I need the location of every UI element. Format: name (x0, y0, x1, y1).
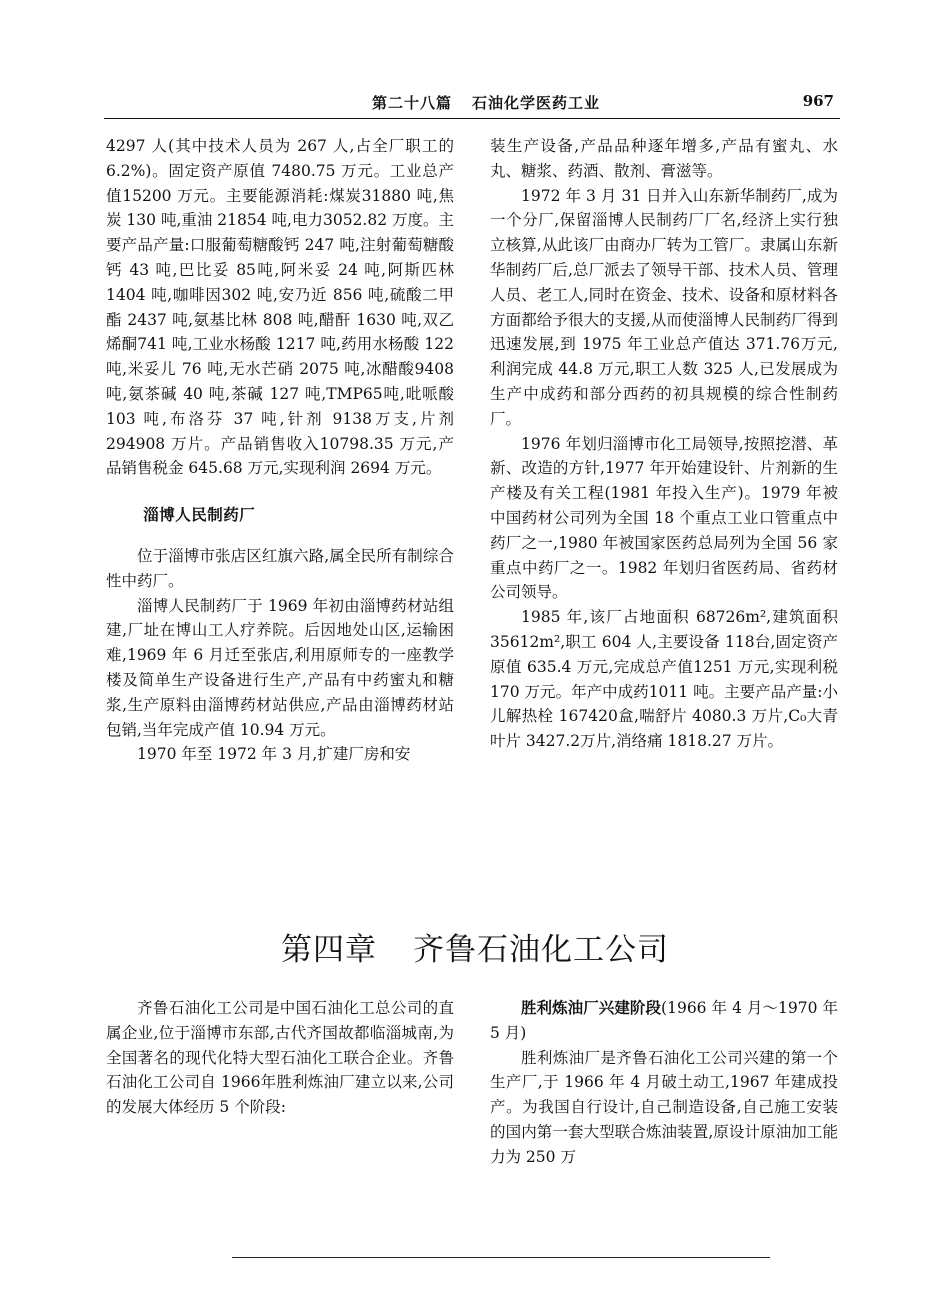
lower-left-column (106, 996, 454, 1120)
running-header-title (372, 92, 600, 113)
stage-heading-line (490, 996, 838, 1046)
body-paragraph: 胜利炼油厂是齐鲁石油化工公司兴建的第一个生产厂,于 1966 年 4 月破土动工,1967 年建成投产。为我国自行设计,自己制造设备,自己施工安装的国内第一套大型联合炼油装置,原设计原油加工能力为 250 万 (490, 1048, 838, 1166)
part-label: 第二十八篇 (372, 94, 453, 112)
chapter-title (0, 924, 950, 969)
body-paragraph: 1976 年划归淄博市化工局领导,按照挖潜、革新、改造的方针,1977 年开始建设针、片剂新的生产楼及有关工程(1981 年投入生产)。1979 年被中国药材公司列为全国 18 个重点工业口管重点中药厂之一,1980 年被国家医药总局列为全国 56 家重点中药厂之一。1982 年划归省医药局、省药材公司领导。 (490, 434, 838, 602)
lower-right-column (490, 996, 838, 1170)
body-paragraph: 位于淄博市张店区红旗六路,属全民所有制综合性中药厂。 (106, 546, 454, 590)
upper-right-column (490, 134, 838, 754)
body-paragraph: 装生产设备,产品品种逐年增多,产品有蜜丸、水丸、糖浆、药酒、散剂、膏滋等。 (490, 137, 838, 180)
body-paragraph: 1972 年 3 月 31 日并入山东新华制药厂,成为一个分厂,保留淄博人民制药厂厂名,经济上实行独立核算,从此该厂由商办厂转为工管厂。隶属山东新华制药厂后,总厂派去了领导干部、技术人员、管理人员、老工人,同时在资金、技术、设备和原材料各方面都给予很大的支援,从而使淄博人民制药厂得到迅速发展,到 1975 年工业总产值达 371.76万元,利润完成 44.8 万元,职工人数 325 人,已发展成为生产中成药和部分西药的初具规模的综合性制药厂。 (490, 186, 838, 428)
body-paragraph: 1970 年至 1972 年 3 月,扩建厂房和安 (137, 745, 411, 764)
body-paragraph: 齐鲁石油化工公司是中国石油化工总公司的直属企业,位于淄博市东部,古代齐国故都临淄城南,为全国著名的现代化特大型石油化工联合企业。齐鲁石油化工公司自 1966年胜利炼油厂建立以来,公司的发展大体经历 5 个阶段: (106, 999, 454, 1117)
stage-period: (1966 年 4 月～1970 年 5 月) (490, 999, 838, 1042)
section-heading: 淄博人民制药厂 (143, 505, 256, 525)
chapter-number: 第四章 (281, 932, 377, 968)
running-header (104, 90, 840, 119)
body-paragraph: 4297 人(其中技术人员为 267 人,占全厂职工的 6.2%)。固定资产原值 7480.75 万元。工业总产值15200 万元。主要能源消耗:煤炭31880 吨,焦炭 130 吨,重油 21854 吨,电力3052.82 万度。主要产品产量:口服葡萄糖酸钙 247 吨,注射葡萄糖酸钙 43 吨,巴比妥 85吨,阿米妥 24 吨,阿斯匹林 1404 吨,咖啡因302 吨,安乃近 856 吨,硫酸二甲酯 2437 吨,氨基比林 808 吨,醋酐 1630 吨,双乙烯酮741 吨,工业水杨酸 1217 吨,药用水杨酸 122吨,米妥儿 76 吨,无水芒硝 2075 吨,冰醋酸9408 吨,氨茶碱 40 吨,茶碱 127 吨,TMP65吨,吡哌酸 103 吨,布洛芬 37 吨,针剂 9138万支,片剂 294908 万片。产品销售收入10798.35 万元,产品销售税金 645.68 万元,实现利润 2694 万元。 (106, 137, 454, 478)
footer-rule (232, 1257, 770, 1258)
chapter-name: 齐鲁石油化工公司 (413, 932, 669, 968)
body-paragraph: 1985 年,该厂占地面积 68726m²,建筑面积 35612m²,职工 604 人,主要设备 118台,固定资产原值 635.4 万元,完成总产值1251 万元,实现利税 170 万元。年产中成药1011 吨。主要产品产量:小儿解热栓 167420盒,喘舒片 4080.3 万片,C₀大青叶片 3427.2万片,消络痛 1818.27 万片。 (490, 608, 838, 751)
stage-heading: 胜利炼油厂兴建阶段 (521, 998, 662, 1017)
upper-left-column (106, 134, 454, 767)
body-paragraph: 淄博人民制药厂于 1969 年初由淄博药材站组建,厂址在博山工人疗养院。后因地处山区,运输困难,1969 年 6 月迁至张店,利用原师专的一座教学楼及简单生产设备进行生产,产品有中药蜜丸和糖浆,生产原料由淄博药材站供应,产品由淄博药材站包销,当年完成产值 10.94 万元。 (106, 596, 454, 739)
page-number: 967 (802, 92, 834, 110)
part-title: 石油化学医药工业 (472, 94, 601, 112)
